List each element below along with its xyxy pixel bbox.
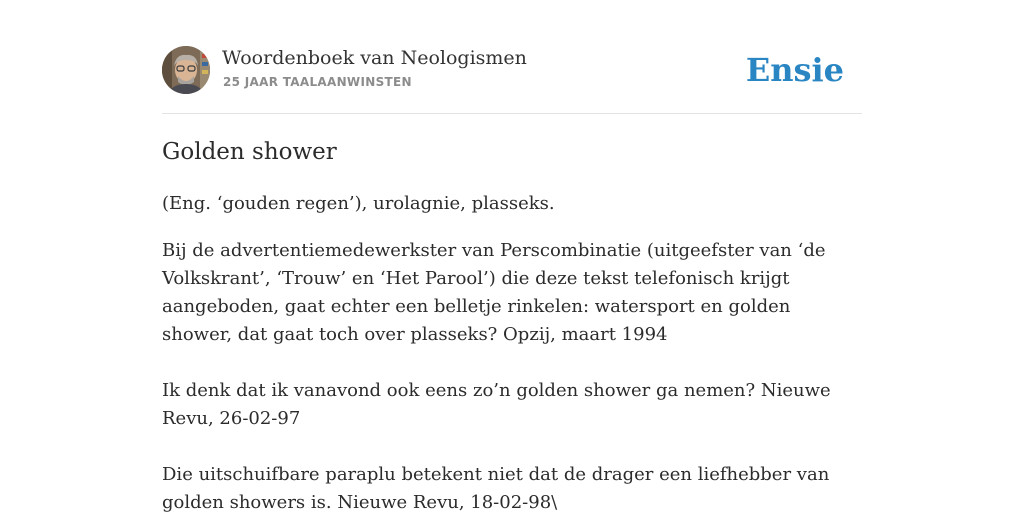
entry-title: Golden shower [162,139,337,165]
quote-paragraph: Bij de advertentiemedewerkster van Perscombinatie (uitgeefster van ‘de Volkskrant’, ‘Trouw’ en ‘Het Parool’) die deze tekst telefonisch krijgt aangeboden, gaat echter een belletje rinkelen: watersport en golden shower, dat gaat toch over plasseks? Opzij, maart 1994 [162,240,826,345]
site-title[interactable]: Woordenboek van Neologismen [222,47,527,69]
entry-definition: (Eng. ‘gouden regen’), urolagnie, plasseks. [162,193,555,214]
avatar-portrait-icon [162,46,210,94]
entry-quotes [162,237,862,512]
quote-paragraph: Die uitschuifbare paraplu betekent niet dat de drager een liefhebber van golden showers is. Nieuwe Revu, 18-02-98\ [162,464,830,512]
site-header [162,46,862,96]
quote-paragraph: Ik denk dat ik vanavond ook eens zo’n golden shower ga nemen? Nieuwe Revu, 26-02-97 [162,380,831,429]
header-divider [162,113,862,114]
site-subtitle: 25 JAAR TAALAANWINSTEN [223,75,412,89]
author-avatar[interactable] [162,46,210,94]
ensie-logo-link[interactable]: Ensie [745,51,844,89]
